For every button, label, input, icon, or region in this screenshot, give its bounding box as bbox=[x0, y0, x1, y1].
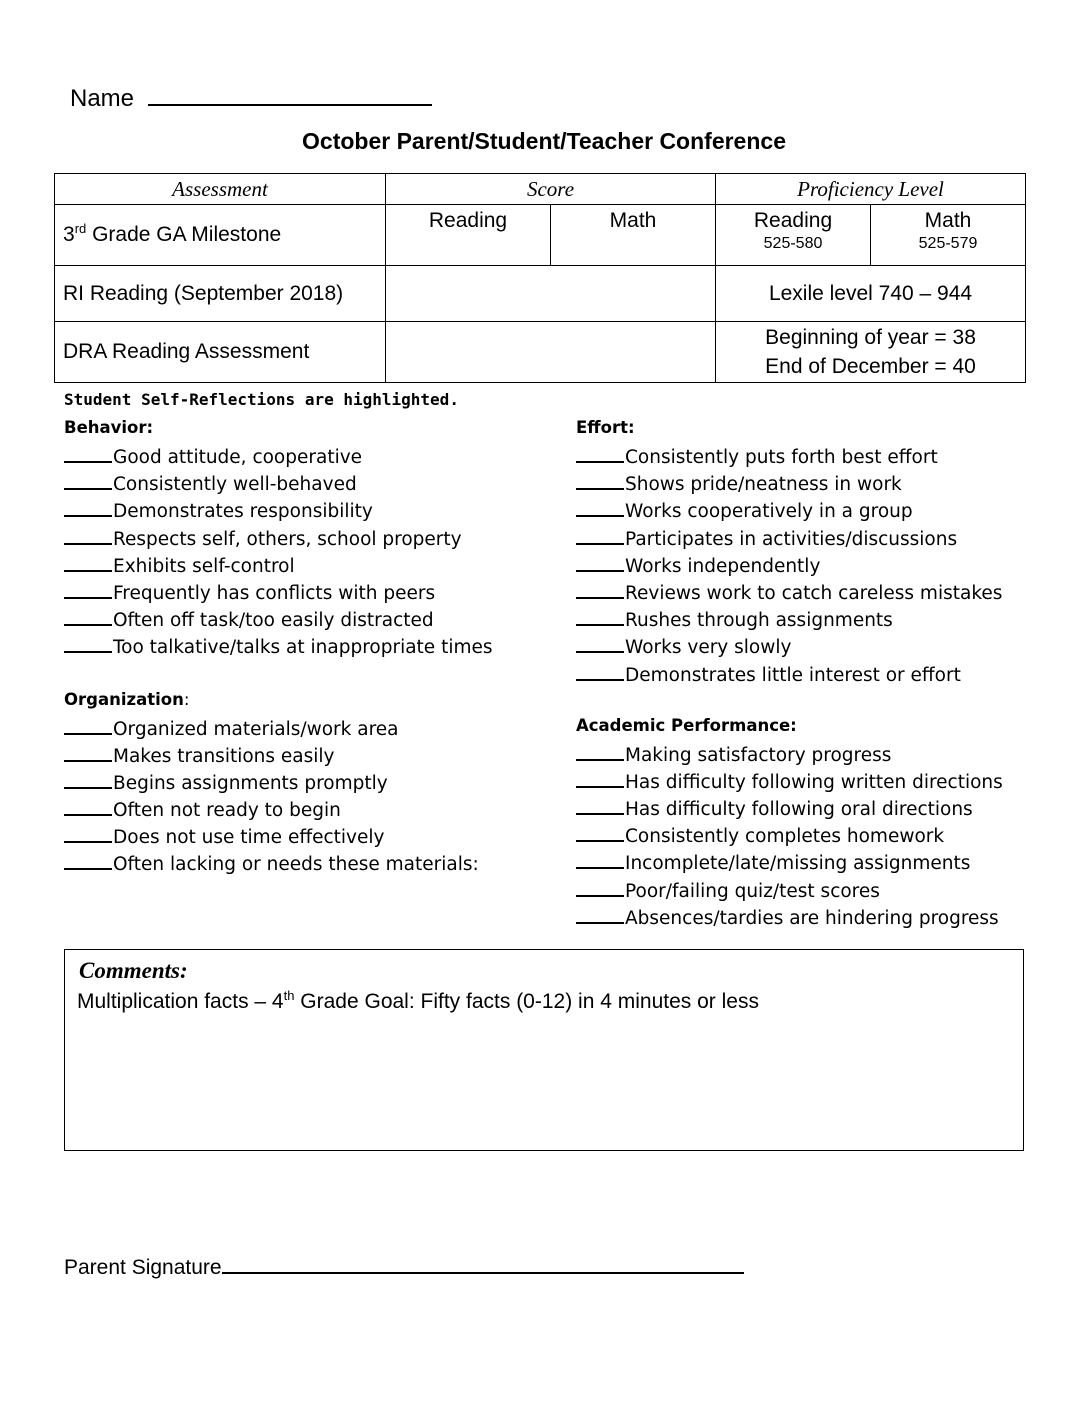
checklist-item bbox=[576, 577, 1076, 604]
checklist-blank[interactable] bbox=[64, 604, 112, 626]
checklist-blank[interactable] bbox=[576, 468, 624, 490]
left-column bbox=[64, 414, 564, 876]
checklist-blank[interactable] bbox=[576, 523, 624, 545]
checklist-label: Exhibits self-control bbox=[113, 555, 295, 577]
checklist-item bbox=[576, 902, 1076, 929]
checklist-label: Consistently completes homework bbox=[625, 826, 945, 848]
checklist-item bbox=[64, 577, 564, 604]
checklist-blank[interactable] bbox=[576, 875, 624, 897]
checklist-blank[interactable] bbox=[576, 847, 624, 869]
signature-blank-line[interactable] bbox=[222, 1252, 744, 1274]
checklist-label: Does not use time effectively bbox=[113, 827, 385, 849]
checklist-label: Has difficulty following oral directions bbox=[625, 799, 973, 821]
checklist-blank[interactable] bbox=[64, 468, 112, 490]
checklist-item bbox=[64, 550, 564, 577]
ri-score[interactable] bbox=[386, 266, 716, 322]
checklist-item bbox=[576, 441, 1076, 468]
comments-text: Multiplication facts – 4th Grade Goal: Fifty facts (0-12) in 4 minutes or less bbox=[77, 988, 759, 1013]
checklist-label: Good attitude, cooperative bbox=[113, 447, 363, 468]
checklist-item bbox=[576, 523, 1076, 550]
organization-list bbox=[64, 713, 564, 876]
academic-heading: Academic Performance: bbox=[576, 715, 797, 735]
checklist-item bbox=[576, 659, 1076, 686]
milestone-prof-math: Math 525-579 bbox=[871, 205, 1026, 266]
header-assessment: Assessment bbox=[55, 174, 386, 205]
checklist-blank[interactable] bbox=[64, 767, 112, 789]
checklist-blank[interactable] bbox=[64, 794, 112, 816]
checklist-blank[interactable] bbox=[576, 739, 624, 761]
milestone-label: 3rd Grade GA Milestone bbox=[55, 205, 386, 266]
checklist-item bbox=[576, 495, 1076, 522]
checklist-label: Often not ready to begin bbox=[113, 800, 341, 822]
checklist-blank[interactable] bbox=[576, 820, 624, 842]
checklist-label: Works cooperatively in a group bbox=[625, 501, 913, 523]
dra-label: DRA Reading Assessment bbox=[55, 322, 386, 383]
checklist-blank[interactable] bbox=[576, 550, 624, 572]
checklist-item bbox=[576, 793, 1076, 820]
comments-heading: Comments: bbox=[79, 958, 188, 983]
dra-proficiency: Beginning of year = 38 End of December = 40 bbox=[716, 322, 1026, 383]
checklist-blank[interactable] bbox=[576, 793, 624, 815]
checklist-label: Respects self, others, school property bbox=[113, 528, 462, 550]
behavior-list bbox=[64, 441, 564, 659]
checklist-label: Demonstrates little interest or effort bbox=[625, 664, 961, 686]
table-header-row bbox=[55, 174, 1026, 205]
checklist-blank[interactable] bbox=[576, 604, 624, 626]
checklist-blank[interactable] bbox=[576, 495, 624, 517]
checklist-item bbox=[576, 766, 1076, 793]
checklist-blank[interactable] bbox=[64, 740, 112, 762]
checklist-blank[interactable] bbox=[64, 848, 112, 870]
parent-signature bbox=[64, 1252, 744, 1280]
checklist-item bbox=[576, 468, 1076, 495]
checklist-label: Consistently well-behaved bbox=[113, 474, 357, 496]
checklist-label: Organized materials/work area bbox=[113, 718, 399, 740]
checklist-label: Absences/tardies are hindering progress bbox=[625, 907, 999, 929]
checklist-label: Consistently puts forth best effort bbox=[625, 447, 938, 468]
ri-label: RI Reading (September 2018) bbox=[55, 266, 386, 322]
dra-score[interactable] bbox=[386, 322, 716, 383]
right-column bbox=[576, 414, 1076, 929]
milestone-score-math[interactable]: Math bbox=[551, 205, 716, 266]
checklist-label: Making satisfactory progress bbox=[625, 744, 892, 766]
organization-heading: Organization: bbox=[64, 689, 190, 709]
checklist-blank[interactable] bbox=[576, 659, 624, 681]
checklist-item bbox=[64, 740, 564, 767]
checklist-label: Works very slowly bbox=[625, 637, 792, 659]
milestone-score-reading[interactable]: Reading bbox=[386, 205, 551, 266]
checklist-item bbox=[576, 847, 1076, 874]
header-score: Score bbox=[386, 174, 716, 205]
checklist-item bbox=[576, 820, 1076, 847]
checklist-blank[interactable] bbox=[576, 441, 624, 463]
academic-list bbox=[576, 739, 1076, 929]
behavior-heading: Behavior: bbox=[64, 418, 154, 437]
checklist-item bbox=[576, 604, 1076, 631]
dra-row bbox=[55, 322, 1026, 383]
checklist-blank[interactable] bbox=[64, 577, 112, 599]
ri-proficiency: Lexile level 740 – 944 bbox=[716, 266, 1026, 322]
comments-box[interactable] bbox=[64, 949, 1024, 1151]
checklist-item bbox=[64, 713, 564, 740]
name-blank-line[interactable] bbox=[148, 82, 432, 106]
name-label: Name bbox=[70, 85, 135, 112]
checklist-blank[interactable] bbox=[64, 821, 112, 843]
checklist-label: Works independently bbox=[625, 555, 821, 577]
checklist-label: Incomplete/late/missing assignments bbox=[625, 853, 971, 875]
checklist-label: Begins assignments promptly bbox=[113, 772, 388, 794]
effort-heading: Effort: bbox=[576, 418, 635, 437]
checklist-blank[interactable] bbox=[576, 577, 624, 599]
checklist-label: Has difficulty following written directions bbox=[625, 771, 1003, 793]
signature-label: Parent Signature bbox=[64, 1256, 222, 1279]
checklist-blank[interactable] bbox=[64, 441, 112, 463]
ri-row bbox=[55, 266, 1026, 322]
checklist-blank[interactable] bbox=[64, 550, 112, 572]
self-reflection-note: Student Self-Reflections are highlighted. bbox=[64, 390, 459, 409]
checklist-item bbox=[64, 767, 564, 794]
milestone-row bbox=[55, 205, 1026, 266]
checklist-label: Makes transitions easily bbox=[113, 745, 335, 767]
name-field bbox=[70, 82, 432, 113]
checklist-label: Poor/failing quiz/test scores bbox=[625, 880, 880, 902]
checklist-blank[interactable] bbox=[64, 713, 112, 735]
checklist-item bbox=[64, 821, 564, 848]
checklist-label: Participates in activities/discussions bbox=[625, 528, 958, 550]
page-title: October Parent/Student/Teacher Conference bbox=[302, 128, 786, 154]
checklist-blank[interactable] bbox=[576, 766, 624, 788]
header-proficiency-level: Proficiency Level bbox=[716, 174, 1026, 205]
checklist-item bbox=[64, 468, 564, 495]
checklist-item bbox=[64, 848, 564, 875]
checklist-item bbox=[576, 739, 1076, 766]
checklist-item bbox=[576, 631, 1076, 658]
checklist-label: Reviews work to catch careless mistakes bbox=[625, 582, 1003, 604]
checklist-blank[interactable] bbox=[64, 523, 112, 545]
checklist-label: Frequently has conflicts with peers bbox=[113, 582, 436, 604]
checklist-label: Often off task/too easily distracted bbox=[113, 610, 434, 632]
checklist-label: Too talkative/talks at inappropriate times bbox=[113, 637, 493, 659]
checklist-item bbox=[64, 523, 564, 550]
milestone-prof-reading: Reading 525-580 bbox=[716, 205, 871, 266]
checklist-item bbox=[64, 631, 564, 658]
checklist-label: Shows pride/neatness in work bbox=[625, 474, 902, 496]
checklist-blank[interactable] bbox=[576, 631, 624, 653]
checklist-label: Demonstrates responsibility bbox=[113, 501, 373, 523]
checklist-label: Often lacking or needs these materials: bbox=[113, 854, 479, 876]
checklist-label: Rushes through assignments bbox=[625, 610, 893, 632]
checklist-item bbox=[64, 794, 564, 821]
checklist-blank[interactable] bbox=[64, 495, 112, 517]
checklist-item bbox=[64, 495, 564, 522]
checklist-item bbox=[64, 441, 564, 468]
checklist-item bbox=[576, 875, 1076, 902]
assessment-table bbox=[54, 173, 1026, 383]
effort-list bbox=[576, 441, 1076, 686]
checklist-blank[interactable] bbox=[64, 631, 112, 653]
checklist-item bbox=[576, 550, 1076, 577]
checklist-item bbox=[64, 604, 564, 631]
checklist-blank[interactable] bbox=[576, 902, 624, 924]
